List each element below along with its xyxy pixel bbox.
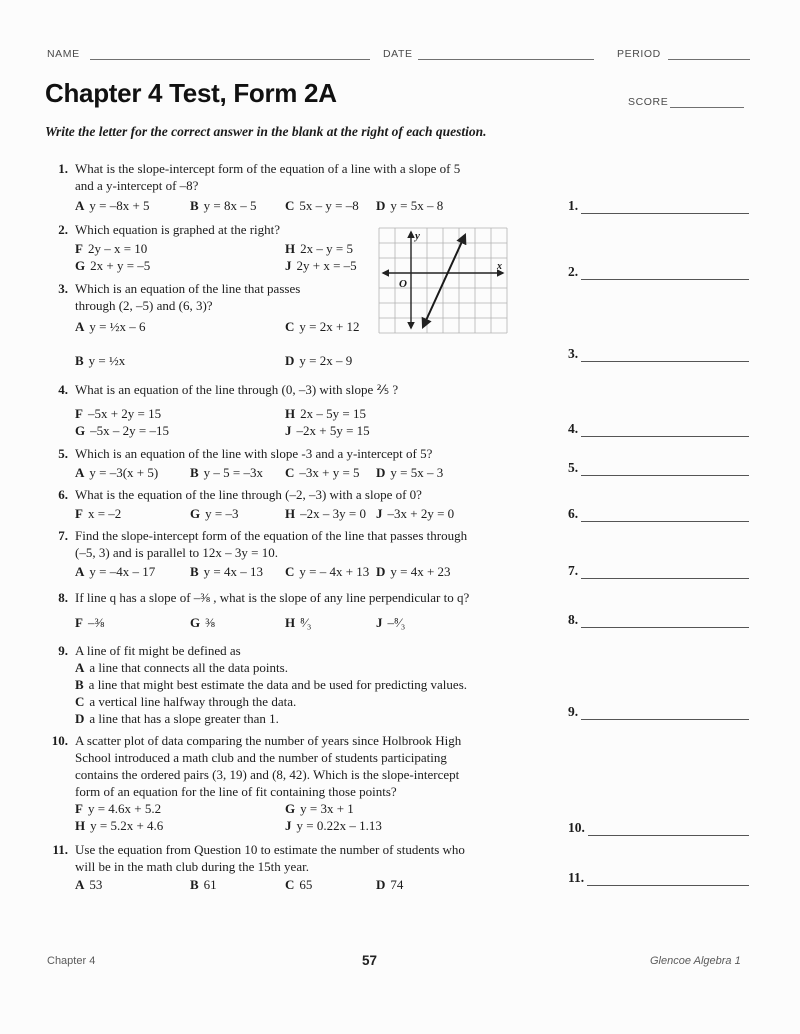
footer-chapter: Chapter 4 <box>47 955 96 967</box>
answer-blank-8: 8. <box>568 612 749 628</box>
question-number: 4. <box>58 382 68 397</box>
x-axis-label: x <box>497 261 502 272</box>
option-g: G ⅜ <box>190 615 215 630</box>
question-stem-line: What is an equation of the line through (0, –3) with slope ⅖ ? <box>75 382 399 397</box>
name-label: NAME <box>47 48 80 60</box>
option-g: G y = –3 <box>190 506 239 521</box>
answer-blank-1: 1. <box>568 198 749 214</box>
question-stem-line: and a y-intercept of –8? <box>75 178 199 193</box>
question-11 <box>41 841 580 893</box>
question-9 <box>41 642 580 727</box>
question-8 <box>41 589 580 631</box>
question-number: 2. <box>58 222 68 237</box>
question-number: 9. <box>58 643 68 658</box>
option-c: C –3x + y = 5 <box>285 465 360 480</box>
question-number: 3. <box>58 281 68 296</box>
question-stem-line: A line of fit might be defined as <box>75 643 241 658</box>
question-4 <box>41 381 580 439</box>
option-g: G –5x – 2y = –15 <box>75 423 169 438</box>
option-c: C 5x – y = –8 <box>285 198 359 213</box>
y-axis-label: y <box>415 230 420 242</box>
answer-blank-4: 4. <box>568 421 749 437</box>
instruction-text: Write the letter for the correct answer in the blank at the right of each question. <box>45 124 487 139</box>
option-d: D y = 5x – 8 <box>376 198 444 213</box>
period-label: PERIOD <box>617 48 661 60</box>
option-j: J –2x + 5y = 15 <box>285 423 370 438</box>
question-5 <box>41 445 580 481</box>
date-label: DATE <box>383 48 413 60</box>
question-3 <box>41 280 580 369</box>
option-c: C y = 2x + 12 <box>285 319 360 334</box>
option-c: C y = – 4x + 13 <box>285 564 370 579</box>
answer-blank-10: 10. <box>568 820 749 836</box>
question-stem-line: School introduced a math club and the number of students participating <box>75 750 447 765</box>
question-stem-line: If line q has a slope of –⅜ , what is the slope of any line perpendicular to q? <box>75 590 470 605</box>
option-f: F –5x + 2y = 15 <box>75 406 162 421</box>
score-label: SCORE <box>628 96 669 108</box>
period-blank-line <box>668 47 750 60</box>
option-d: D a line that has a slope greater than 1. <box>75 711 279 726</box>
answer-blank-5: 5. <box>568 460 749 476</box>
question-6 <box>41 486 580 522</box>
answer-blank-6: 6. <box>568 506 749 522</box>
option-f: F x = –2 <box>75 506 122 521</box>
option-b: B y = 8x – 5 <box>190 198 257 213</box>
question-stem-line: Which equation is graphed at the right? <box>75 222 281 237</box>
question-stem-line: Which is an equation of the line that passes <box>75 281 301 296</box>
option-h: H 2x – y = 5 <box>285 241 353 256</box>
option-a: A a line that connects all the data points. <box>75 660 288 675</box>
question-number: 10. <box>51 733 68 748</box>
question-stem-line: through (2, –5) and (6, 3)? <box>75 298 213 313</box>
option-b: B 61 <box>190 877 217 892</box>
option-j: J –3x + 2y = 0 <box>376 506 455 521</box>
option-h: H –2x – 3y = 0 <box>285 506 366 521</box>
question-number: 1. <box>58 161 68 176</box>
question-number: 11. <box>52 842 68 857</box>
option-h: H 2x – 5y = 15 <box>285 406 366 421</box>
option-j: J y = 0.22x – 1.13 <box>285 818 382 833</box>
score-blank-line <box>670 95 744 108</box>
option-j: J –⁸⁄₃ <box>376 615 406 630</box>
option-b: B a line that might best estimate the data and be used for predicting values. <box>75 677 467 692</box>
option-g: G y = 3x + 1 <box>285 801 354 816</box>
date-blank-line <box>418 47 594 60</box>
question-stem-line: will be in the math club during the 15th year. <box>75 859 309 874</box>
footer-page-number: 57 <box>362 953 378 968</box>
question-1 <box>41 160 580 214</box>
option-j: J 2y + x = –5 <box>285 258 357 273</box>
option-f: F –⅜ <box>75 615 105 630</box>
question-stem-line: Use the equation from Question 10 to estimate the number of students who <box>75 842 465 857</box>
option-h: H ⁸⁄₃ <box>285 615 312 630</box>
question-7 <box>41 527 580 580</box>
option-d: D y = 2x – 9 <box>285 353 353 368</box>
answer-blank-2: 2. <box>568 264 749 280</box>
question-stem-line: What is the equation of the line through (–2, –3) with a slope of 0? <box>75 487 422 502</box>
option-a: A y = –3(x + 5) <box>75 465 159 480</box>
option-a: A y = –4x – 17 <box>75 564 156 579</box>
answer-blank-11: 11. <box>568 870 749 886</box>
option-f: F 2y – x = 10 <box>75 241 148 256</box>
option-b: B y = ½x <box>75 353 126 368</box>
option-b: B y – 5 = –3x <box>190 465 264 480</box>
option-h: H y = 5.2x + 4.6 <box>75 818 164 833</box>
question-stem-line: contains the ordered pairs (3, 19) and (8, 42). Which is the slope-intercept <box>75 767 460 782</box>
option-c: C a vertical line halfway through the data. <box>75 694 297 709</box>
footer-book-title: Glencoe Algebra 1 <box>650 955 741 967</box>
option-d: D 74 <box>376 877 404 892</box>
question-stem-line: A scatter plot of data comparing the number of years since Holbrook High <box>75 733 462 748</box>
option-f: F y = 4.6x + 5.2 <box>75 801 162 816</box>
question-stem-line: (–5, 3) and is parallel to 12x – 3y = 10. <box>75 545 279 560</box>
option-a: A y = ½x – 6 <box>75 319 146 334</box>
option-a: A 53 <box>75 877 103 892</box>
question-number: 7. <box>58 528 68 543</box>
option-a: A y = –8x + 5 <box>75 198 150 213</box>
answer-blank-3: 3. <box>568 346 749 362</box>
origin-label: O <box>399 278 407 290</box>
question-number: 5. <box>58 446 68 461</box>
question-stem-line: Find the slope-intercept form of the equation of the line that passes through <box>75 528 468 543</box>
question-stem-line: form of an equation for the line of fit containing those points? <box>75 784 397 799</box>
option-b: B y = 4x – 13 <box>190 564 264 579</box>
answer-blank-9: 9. <box>568 704 749 720</box>
answer-blank-7: 7. <box>568 563 749 579</box>
question-stem-line: Which is an equation of the line with slope -3 and a y-intercept of 5? <box>75 446 433 461</box>
name-blank-line <box>90 47 370 60</box>
question-number: 8. <box>58 590 68 605</box>
option-d: D y = 4x + 23 <box>376 564 451 579</box>
option-g: G 2x + y = –5 <box>75 258 151 273</box>
option-c: C 65 <box>285 877 313 892</box>
page-title: Chapter 4 Test, Form 2A <box>45 78 337 108</box>
question-number: 6. <box>58 487 68 502</box>
question-10 <box>41 732 580 834</box>
question-stem-line: What is the slope-intercept form of the equation of a line with a slope of 5 <box>75 161 461 176</box>
option-d: D y = 5x – 3 <box>376 465 444 480</box>
